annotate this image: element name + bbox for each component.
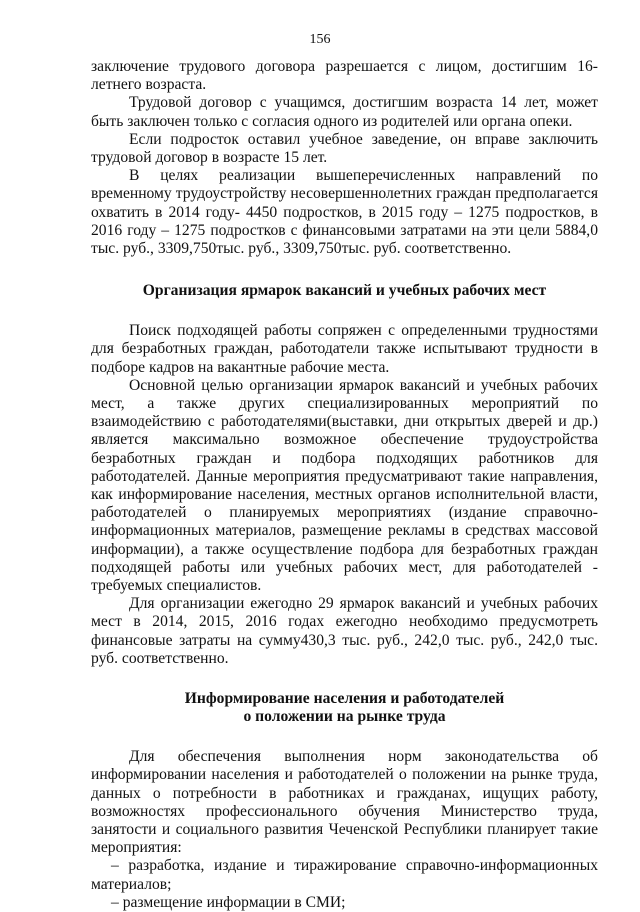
- paragraph-job-fairs-2: Основной целью организации ярмарок вакансий и учебных рабочих мест, а также других специализированных мероприятий по взаимодействию с работодателями(выставки, дни открытых дверей и др.) является максимально возможное обеспечение трудоустройства безработных граждан и подбора подходящих работников для работодателей. Данные мероприятия предусматривают такие направления, как информирование населения, местных органов исполнительной власти, работодателей о планируемых мероприятиях (издание справочно-информационных материалов, размещение рекламы в средствах массовой информации), а также осуществление подбора для безработных граждан подходящей работы или учебных рабочих мест, для работодателей - требуемых специалистов.: [91, 376, 598, 595]
- list-item: – разработка, издание и тиражирование справочно-информационных материалов;: [91, 857, 598, 893]
- section-heading-informing-line1: Информирование населения и работодателей: [184, 690, 505, 708]
- section-heading-job-fairs: Организация ярмарок вакансий и учебных рабочих мест: [142, 282, 547, 300]
- paragraph-intro-1: заключение трудового договора разрешается с лицом, достигшим 16-летнего возраста.: [91, 58, 598, 94]
- paragraph-intro-2: Трудовой договор с учащимся, достигшим возраста 14 лет, может быть заключен только с согласия одного из родителей или органа опеки.: [91, 94, 598, 130]
- paragraph-job-fairs-3: Для организации ежегодно 29 ярмарок вакансий и учебных рабочих мест в 2014, 2015, 2016 годах ежегодно необходимо предусмотреть финансовые затраты на сумму430,3 тыс. руб., 242,0 тыс. руб., 242,0 тыс. руб. соответственно.: [91, 595, 598, 667]
- paragraph-job-fairs-1: Поиск подходящей работы сопряжен с определенными трудностями для безработных граждан, работодатели также испытывают трудности в подборе кадров на вакантные рабочие места.: [91, 322, 598, 376]
- section-heading-informing: [91, 690, 598, 726]
- list-item: – размещение информации в СМИ;: [111, 893, 346, 911]
- paragraph-intro-4: В целях реализации вышеперечисленных направлений по временному трудоустройству несовершеннолетних граждан предполагается охватить в 2014 году- 4450 подростков, в 2015 году – 1275 подростков, в 2016 году – 1275 подростков с финансовыми затратами на эти цели 5884,0 тыс. руб., 3309,750тыс. руб., 3309,750тыс. руб. соответственно.: [91, 167, 598, 258]
- page-content: [91, 58, 598, 912]
- section-heading-informing-line2: о положении на рынке труда: [243, 708, 446, 726]
- paragraph-intro-3: Если подросток оставил учебное заведение, он вправе заключить трудовой договор в возрасте 15 лет.: [91, 130, 598, 167]
- paragraph-informing: Для обеспечения выполнения норм законодательства об информировании населения и работодателей о положении на рынке труда, данных о потребности в работниках и гражданах, ищущих работу, возможностях профессионального обучения Министерство труда, занятости и социального развития Чеченской Республики планирует такие мероприятия:: [91, 748, 598, 857]
- page-number: 156: [309, 32, 331, 47]
